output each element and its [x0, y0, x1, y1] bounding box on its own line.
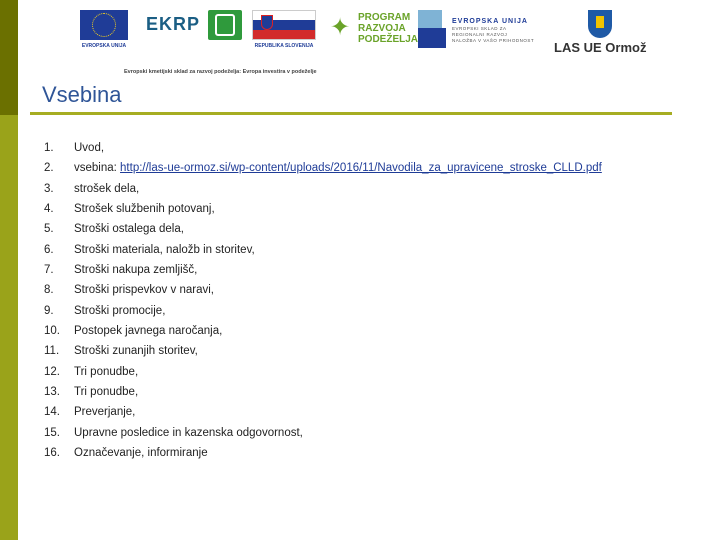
- las-logo: [554, 10, 646, 55]
- ekrp-text: EKRP: [146, 14, 201, 34]
- item-text: Tri ponudbe,: [74, 365, 139, 378]
- logo-row: [78, 10, 648, 62]
- item-number: 12.: [44, 365, 60, 378]
- item-number: 14.: [44, 406, 60, 419]
- item-text: Upravne posledice in kazenska odgovornost,: [74, 426, 303, 439]
- eu-strip-text: Evropski kmetijski sklad za razvoj podeželja: Evropa investira v podeželje: [124, 69, 317, 75]
- item-number: 6.: [44, 243, 54, 256]
- leader-logo: [208, 10, 242, 40]
- slovenia-flag-icon: [252, 10, 316, 40]
- title-divider: [30, 112, 672, 115]
- ekrp-logo: [146, 14, 200, 35]
- eu-flag-small-icon: [418, 28, 446, 48]
- item-prefix: vsebina:: [74, 162, 121, 175]
- item-number: 10.: [44, 324, 60, 337]
- eu-right-title: EVROPSKA UNIJA: [452, 18, 528, 25]
- document-link[interactable]: http://las-ue-ormoz.si/wp-content/uploads/2016/11/Navodila_za_upravicene_stroske_CLLD.pdf: [120, 162, 602, 175]
- item-number: 16.: [44, 446, 60, 459]
- prp-logo: [330, 10, 420, 54]
- item-number: 9.: [44, 304, 54, 317]
- eu-right-sub-2: REGIONALNI RAZVOJ: [452, 32, 508, 37]
- item-number: 5.: [44, 223, 54, 236]
- item-text: Stroški materiala, naložb in storitev,: [74, 243, 255, 256]
- prp-line-2: RAZVOJA: [358, 23, 406, 34]
- item-text: Uvod,: [74, 142, 105, 154]
- las-shield-icon: [588, 10, 612, 38]
- page-title: Vsebina: [42, 82, 122, 107]
- eu-flag-logo: [80, 10, 128, 49]
- item-number: 11.: [44, 345, 60, 358]
- las-text: LAS UE Ormož: [554, 40, 647, 55]
- item-text: Označevanje, informiranje: [74, 446, 208, 459]
- eu-right-sub-3: NALOŽBA V VAŠO PRIHODNOST: [452, 38, 535, 43]
- eu-flag-caption: EVROPSKA UNIJA: [81, 43, 127, 49]
- item-text: Preverjanje,: [74, 406, 136, 419]
- item-text: Tri ponudbe,: [74, 385, 139, 398]
- item-number: 8.: [44, 284, 54, 297]
- eu-erdf-logo: [418, 10, 548, 56]
- item-text: Stroški nakupa zemljišč,: [74, 263, 198, 276]
- item-text: Stroški prispevkov v naravi,: [74, 284, 214, 297]
- item-text: Postopek javnega naročanja,: [74, 324, 223, 337]
- left-accent-band-top: [0, 0, 18, 115]
- bird-icon: ✦: [330, 14, 351, 41]
- item-number: 2.: [44, 162, 54, 175]
- item-text: Stroški promocije,: [74, 304, 166, 317]
- fund-icon: [418, 10, 442, 30]
- slovenia-caption: REPUBLIKA SLOVENIJA: [254, 43, 314, 49]
- item-text: Stroški ostalega dela,: [74, 223, 184, 236]
- eu-right-sub-1: EVROPSKI SKLAD ZA: [452, 26, 507, 31]
- prp-line-3: PODEŽELJA: [358, 34, 419, 45]
- item-number: 7.: [44, 263, 54, 276]
- item-number: 15.: [44, 426, 60, 439]
- item-number: 4.: [44, 202, 54, 215]
- slovenia-logo: [252, 10, 316, 49]
- item-text: Stroški zunanjih storitev,: [74, 345, 198, 358]
- leader-icon: [208, 10, 242, 40]
- item-number: 1.: [44, 142, 54, 154]
- item-number: 13.: [44, 385, 60, 398]
- eu-flag-icon: [80, 10, 128, 40]
- prp-line-1: PROGRAM: [358, 12, 411, 23]
- item-text: strošek dela,: [74, 182, 140, 195]
- item-text: Strošek službenih potovanj,: [74, 202, 215, 215]
- item-number: 3.: [44, 182, 54, 195]
